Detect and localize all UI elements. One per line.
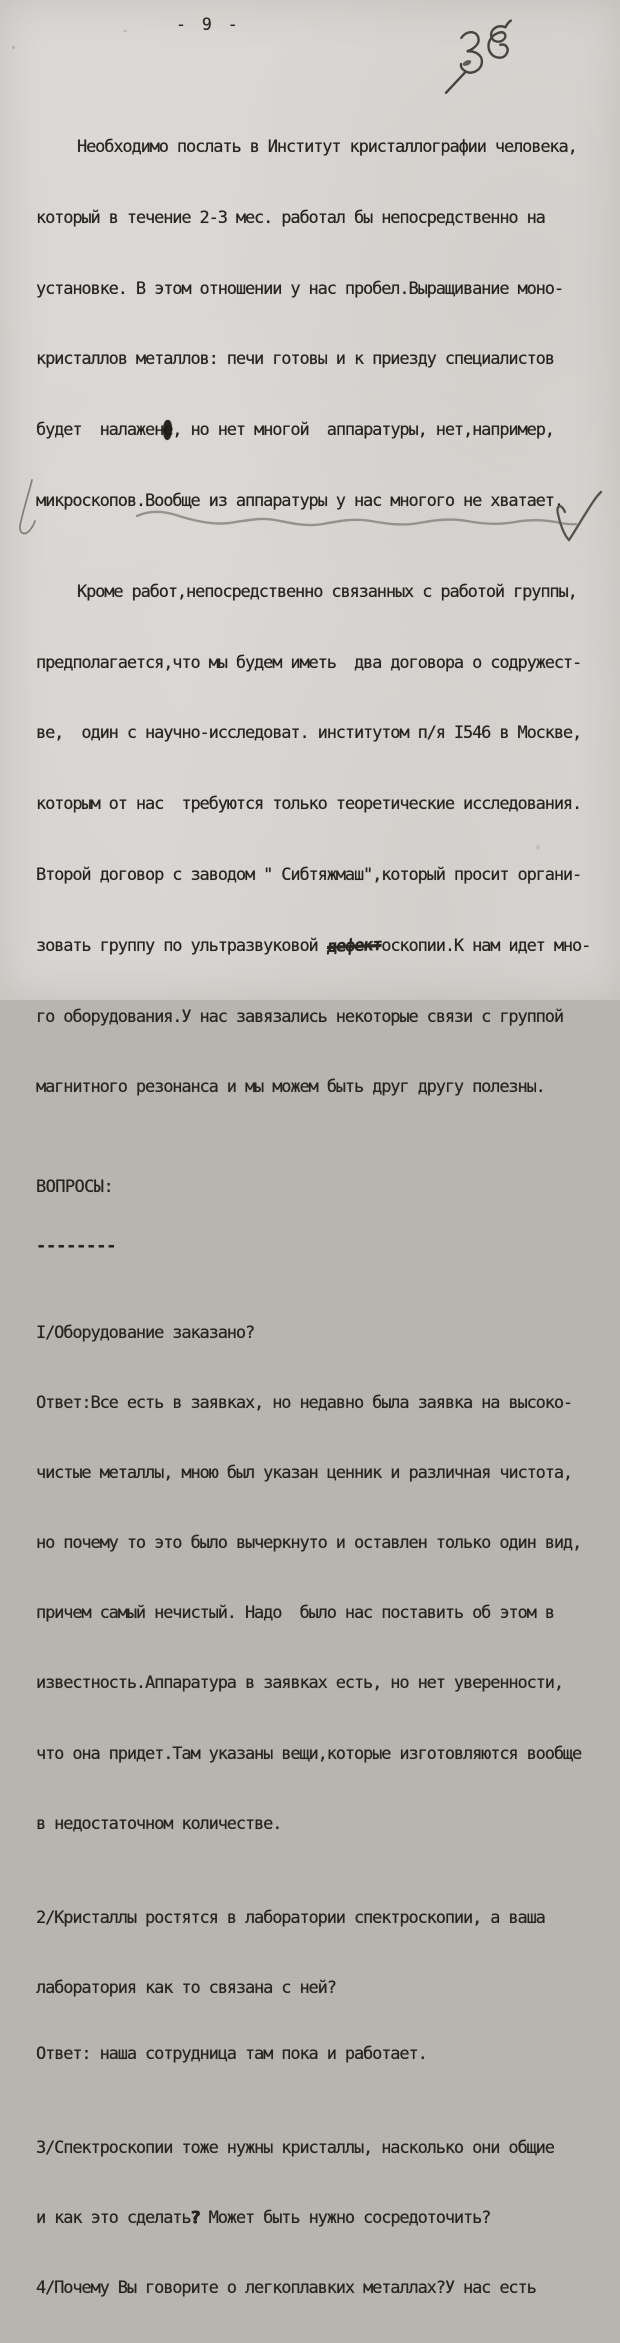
paper-speck <box>536 845 540 850</box>
text-line: магнитного резонанса и мы можем быть друг другу полезны. <box>36 1077 545 1098</box>
text-segment: будет налажен <box>36 420 164 441</box>
page-number: - 9 - <box>176 15 241 34</box>
answer-line: Ответ: наша сотрудница там пока и работает. <box>36 2043 427 2064</box>
answer-line: чистые металлы, мною был указан ценник и различная чистота, <box>36 1463 573 1484</box>
text-segment: зовать группу по ультразвуковой <box>36 935 327 956</box>
text-segment: и как это сделать <box>36 2208 191 2229</box>
text-line: ве, один с научно-исследоват. институтом п/я I546 в Москве, <box>36 723 582 744</box>
text-segment: , но нет многой аппаратуры, нет,например, <box>172 420 554 441</box>
question-line: лаборатория как то связана с ней? <box>36 1977 336 1998</box>
text-line: предполагается,что мы будем иметь два договора о содружест- <box>36 652 582 673</box>
text-segment: оскопии.К нам идет мно- <box>381 935 591 956</box>
overstruck-character: ? <box>190 2208 200 2229</box>
text-line: Второй договор с заводом " Сибтяжмаш",который просит органи- <box>36 864 582 885</box>
question-line: I/Оборудование заказано? <box>36 1322 255 1343</box>
answer-line: Ответ:Все есть в заявках, но недавно была заявка на высоко- <box>36 1393 573 1414</box>
section-heading: ВОПРОСЫ: <box>36 1177 114 1198</box>
question-line: 4/Почему Вы говорите о легкоплавких металлах?У нас есть <box>36 2278 536 2299</box>
answer-line: что она придет.Там указаны вещи,которые изготовляются вообще <box>36 1743 582 1764</box>
text-line <box>36 931 612 962</box>
answer-line: известность.Аппаратура в заявках есть, но нет уверенности, <box>36 1673 563 1694</box>
text-line: установке. В этом отношении у нас пробел.Выращивание моно- <box>36 278 563 299</box>
text-line <box>36 415 612 446</box>
answer-line: но почему то это было вычеркнуто и оставлен только один вид, <box>36 1533 582 1554</box>
text-segment: Может быть нужно сосредоточить? <box>199 2208 491 2229</box>
question-line: 2/Кристаллы ростятся в лаборатории спектроскопии, а ваша <box>36 1907 545 1928</box>
crossed-out-word: дефект <box>325 934 383 957</box>
text-line: который в течение 2-3 мес. работал бы непосредственно на <box>36 207 545 228</box>
question-line <box>36 2203 612 2233</box>
text-line: го оборудования.У нас завязались некоторые связи с группой <box>36 1006 563 1027</box>
text-line: Кроме работ,непосредственно связанных с работой группы, <box>77 581 577 602</box>
text-line: которым от нас требуются только теоретические исследования. <box>36 794 582 815</box>
answer-line: в недостаточном количестве. <box>36 1813 282 1834</box>
text-line: кристаллов металлов: печи готовы и к приезду специалистов <box>36 349 554 370</box>
paper-speck <box>123 30 127 32</box>
answer-line: причем самый нечистый. Надо было нас поставить об этом в <box>36 1603 554 1624</box>
text-line: Необходимо послать в Институт кристаллографии человека, <box>77 137 577 157</box>
handwritten-page-mark <box>420 8 550 103</box>
heading-underline: -------- <box>36 1235 117 1256</box>
typed-text <box>36 92 612 2343</box>
ink-blot-overstrike: е <box>163 420 173 441</box>
question-line: 3/Спектроскопии тоже нужны кристаллы, насколько они общие <box>36 2137 554 2158</box>
paper-speck <box>12 46 15 49</box>
text-line: микроскопов.Вообще из аппаратуры у нас многого не хватает. <box>36 490 563 511</box>
